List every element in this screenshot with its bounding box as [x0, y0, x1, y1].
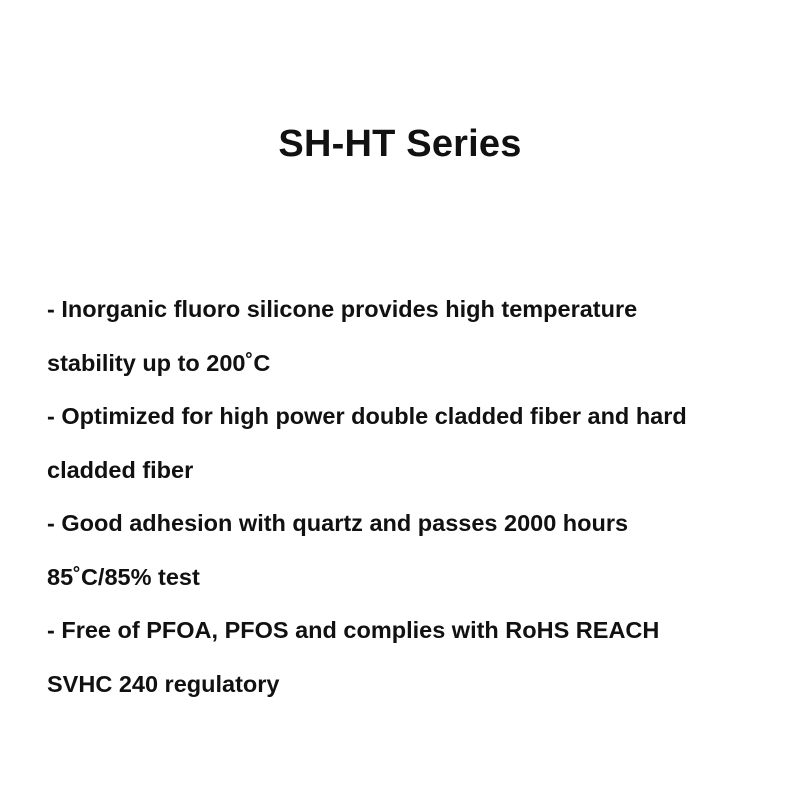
feature-item-temperature: [47, 283, 767, 390]
feature-text-line: - Free of PFOA, PFOS and complies with RoHS REACH: [47, 617, 660, 643]
feature-item-adhesion: [47, 497, 767, 604]
feature-text-line: stability up to 200˚C: [47, 349, 271, 376]
feature-item-fiber: [47, 390, 767, 497]
feature-text-line: - Inorganic fluoro silicone provides high temperature: [47, 296, 638, 322]
feature-list: [47, 283, 767, 711]
feature-item-compliance: [47, 604, 767, 711]
feature-text-line: - Optimized for high power double cladded fiber and hard: [47, 403, 687, 429]
feature-text-line: cladded fiber: [47, 456, 194, 483]
feature-text-line: SVHC 240 regulatory: [47, 670, 280, 697]
feature-text-line: - Good adhesion with quartz and passes 2000 hours: [47, 510, 629, 536]
feature-text-line: 85˚C/85% test: [47, 563, 200, 590]
page-title: SH-HT Series: [278, 123, 522, 165]
